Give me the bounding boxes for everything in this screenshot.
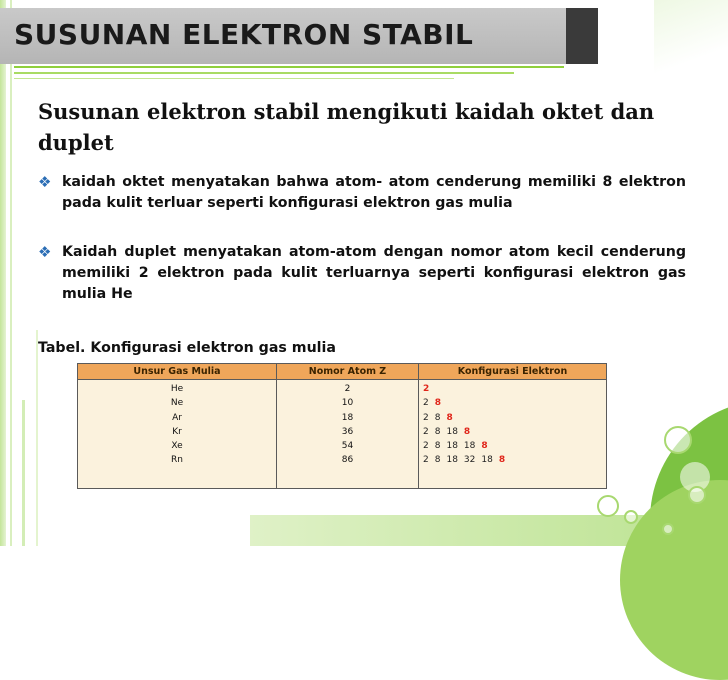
shell-electron-count: 8 bbox=[481, 441, 488, 452]
bubble-decor bbox=[664, 426, 692, 454]
shell-electron-count: 2 bbox=[423, 384, 430, 394]
element-symbol: Ne bbox=[170, 398, 184, 409]
shell-electron-count: 8 bbox=[463, 426, 471, 437]
bullet-duplet bbox=[38, 242, 686, 305]
element-symbol: Rn bbox=[171, 455, 183, 466]
shell-electron-count: 2 bbox=[423, 398, 429, 409]
electron-configuration bbox=[423, 425, 602, 439]
electron-configuration bbox=[423, 411, 602, 425]
atomic-number: 54 bbox=[341, 441, 354, 452]
atomic-number: 86 bbox=[341, 455, 354, 466]
atomic-number: 10 bbox=[341, 398, 354, 409]
shell-electron-count: 8 bbox=[434, 412, 441, 423]
title-underline bbox=[14, 72, 514, 74]
bubble-decor bbox=[597, 495, 619, 517]
shell-electron-count: 2 bbox=[423, 455, 429, 466]
shell-electron-count: 8 bbox=[434, 441, 441, 452]
shell-electron-count: 2 bbox=[423, 412, 429, 423]
top-right-decor bbox=[654, 0, 728, 80]
bullet-text: Kaidah duplet menyatakan atom-atom dengan nomor atom kecil cenderung memiliki 2 elektron pada kulit terluarnya seperti konfigurasi elektron gas mulia He bbox=[62, 244, 686, 302]
shell-electron-count: 18 bbox=[481, 455, 493, 466]
atomic-number: 36 bbox=[341, 426, 354, 437]
element-symbol: Kr bbox=[172, 426, 182, 437]
shell-electron-count: 8 bbox=[446, 412, 453, 423]
table-body-row bbox=[78, 380, 607, 489]
electron-configuration bbox=[423, 453, 602, 467]
atomic-number: 18 bbox=[341, 412, 354, 423]
atomic-number-column bbox=[277, 380, 419, 489]
slide-heading: Susunan elektron stabil mengikuti kaidah oktet dan duplet bbox=[38, 99, 655, 155]
title-underline bbox=[14, 78, 454, 79]
bottom-decor-strip bbox=[250, 515, 670, 546]
column-header: Nomor Atom Z bbox=[277, 364, 419, 380]
element-column bbox=[78, 380, 277, 489]
bubble-decor bbox=[688, 486, 706, 504]
element-symbol: Xe bbox=[171, 441, 183, 452]
left-decor-line bbox=[22, 400, 25, 546]
bullet-text: kaidah oktet menyatakan bahwa atom- atom cenderung memiliki 8 elektron pada kulit terluar seperti konfigurasi elektron gas mulia bbox=[62, 174, 686, 211]
shell-electron-count: 8 bbox=[434, 455, 441, 466]
electron-configuration bbox=[423, 439, 602, 453]
left-decor-stripe bbox=[0, 0, 6, 546]
element-symbol: Ar bbox=[172, 412, 182, 423]
diamond-bullet-icon: ❖ bbox=[38, 173, 52, 191]
bubble-decor bbox=[624, 510, 638, 524]
shell-electron-count: 2 bbox=[423, 426, 429, 437]
config-table bbox=[77, 363, 607, 489]
shell-electron-count: 18 bbox=[446, 441, 458, 452]
column-header: Konfigurasi Elektron bbox=[419, 364, 607, 380]
atomic-number: 2 bbox=[344, 384, 351, 394]
title-bar-accent bbox=[566, 8, 598, 64]
column-header: Unsur Gas Mulia bbox=[78, 364, 277, 380]
shell-electron-count: 8 bbox=[498, 455, 506, 466]
bottom-right-decor-circle bbox=[620, 480, 728, 680]
bubble-decor bbox=[662, 523, 674, 535]
shell-electron-count: 8 bbox=[434, 426, 441, 437]
shell-electron-count: 18 bbox=[446, 426, 458, 437]
bullet-oktet bbox=[38, 172, 686, 214]
electron-configuration bbox=[423, 382, 602, 396]
table-header-row bbox=[78, 364, 607, 380]
diamond-bullet-icon: ❖ bbox=[38, 243, 52, 261]
left-decor-line bbox=[10, 0, 12, 546]
left-decor-line bbox=[36, 330, 38, 546]
title-underline bbox=[14, 66, 564, 68]
shell-electron-count: 18 bbox=[463, 441, 476, 452]
electron-configuration bbox=[423, 396, 602, 410]
shell-electron-count: 8 bbox=[434, 398, 441, 409]
shell-electron-count: 18 bbox=[446, 455, 458, 466]
table-caption: Tabel. Konfigurasi elektron gas mulia bbox=[38, 340, 336, 356]
element-symbol: He bbox=[170, 384, 184, 394]
configuration-column bbox=[419, 380, 607, 489]
shell-electron-count: 2 bbox=[423, 441, 429, 452]
shell-electron-count: 32 bbox=[463, 455, 476, 466]
slide-title: SUSUNAN ELEKTRON STABIL bbox=[14, 18, 474, 51]
